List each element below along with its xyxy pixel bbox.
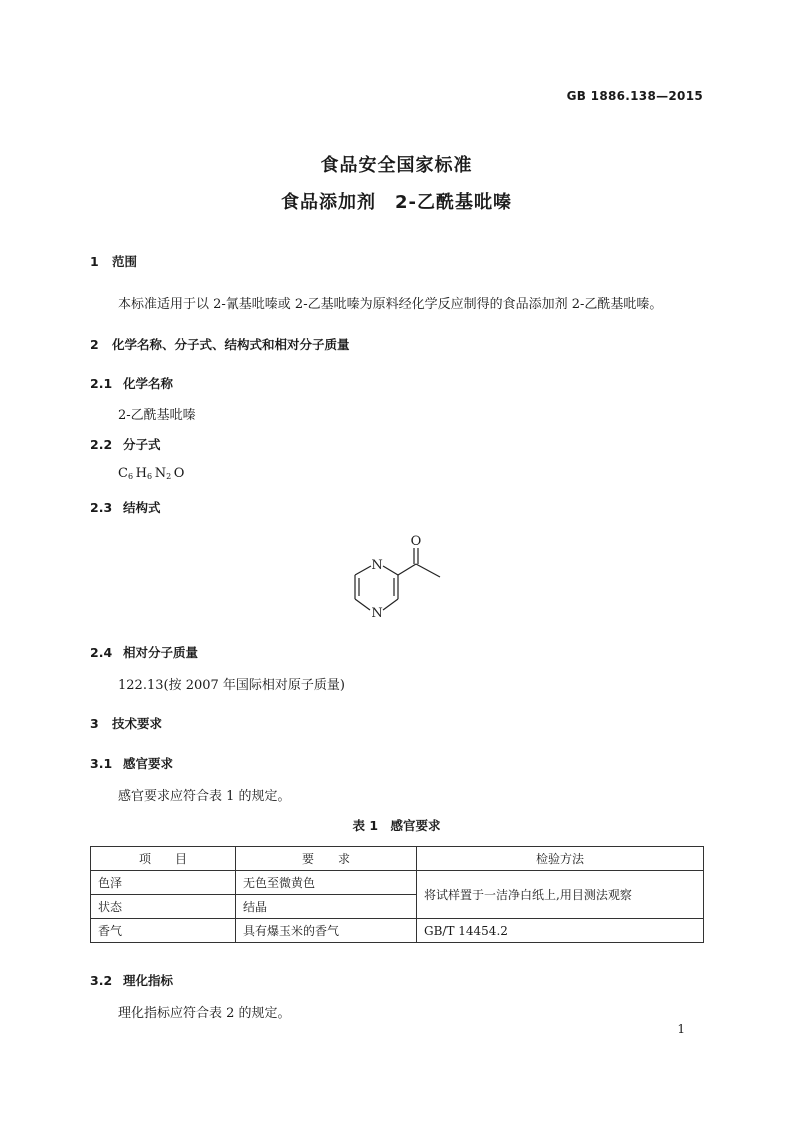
document-title: 食品安全国家标准 [320,155,473,176]
structural-formula [340,530,450,628]
sensory-requirements-table [90,846,704,943]
cell-requirement: 结晶 [236,895,417,919]
document-subtitle: 食品添加剂 2-乙酰基吡嗪 [281,192,512,213]
cell-item: 色泽 [91,871,236,895]
section-number: 2.4 [90,645,113,660]
cell-item: 香气 [91,919,236,943]
section-2-heading [90,335,350,353]
section-2-4-heading [90,643,198,661]
section-number: 2.3 [90,500,113,515]
molecular-weight: 122.13(按 2007 年国际相对原子质量) [118,678,345,693]
section-3-2-text: 理化指标应符合表 2 的规定。 [118,1006,291,1021]
table-row [91,919,704,943]
section-title: 相对分子质量 [123,645,199,660]
cell-item: 状态 [91,895,236,919]
section-title: 结构式 [123,500,161,515]
section-1-heading [90,252,137,270]
section-3-1-heading [90,754,173,772]
column-header-item: 项 目 [91,847,236,871]
table-row [91,871,704,895]
section-2-1-heading [90,374,173,392]
carbonyl-oxygen: O [410,534,422,549]
column-header-requirement: 要 求 [236,847,417,871]
section-number: 2.1 [90,376,113,391]
section-2-3-heading [90,498,161,516]
section-3-heading [90,714,162,732]
section-title: 范围 [112,254,138,269]
cell-requirement: 无色至微黄色 [236,871,417,895]
section-3-2-heading [90,971,173,989]
section-3-1-text: 感官要求应符合表 1 的规定。 [118,789,291,804]
section-number: 2 [90,337,99,352]
molecular-formula: $C_6$ $H_6$ $N_2$ O [118,466,185,481]
chemical-name: 2-乙酰基吡嗪 [118,408,196,423]
section-number: 1 [90,254,99,269]
section-1-text: 本标准适用于以 2-氰基吡嗪或 2-乙基吡嗪为原料经化学反应制得的食品添加剂 2-乙酰基吡嗪。 [118,297,663,312]
ring-nitrogen-top: N [371,558,383,573]
cell-requirement: 具有爆玉米的香气 [236,919,417,943]
section-number: 3.1 [90,756,113,771]
section-title: 分子式 [123,437,161,452]
column-header-method: 检验方法 [417,847,704,871]
section-title: 感官要求 [123,756,174,771]
section-number: 3.2 [90,973,113,988]
cell-method: GB/T 14454.2 [417,919,704,943]
section-title: 理化指标 [123,973,174,988]
section-number: 3 [90,716,99,731]
page-number: 1 [677,1022,685,1036]
cell-method-merged: 将试样置于一洁净白纸上,用目测法观察 [417,871,704,919]
section-title: 化学名称、分子式、结构式和相对分子质量 [112,337,350,352]
section-title: 技术要求 [112,716,163,731]
standard-code: GB 1886.138—2015 [566,89,703,103]
ring-nitrogen-bottom: N [371,606,383,621]
section-title: 化学名称 [123,376,174,391]
section-number: 2.2 [90,437,113,452]
section-2-2-heading [90,435,161,453]
table-header-row [91,847,704,871]
table-1-caption: 表 1 感官要求 [352,818,441,833]
